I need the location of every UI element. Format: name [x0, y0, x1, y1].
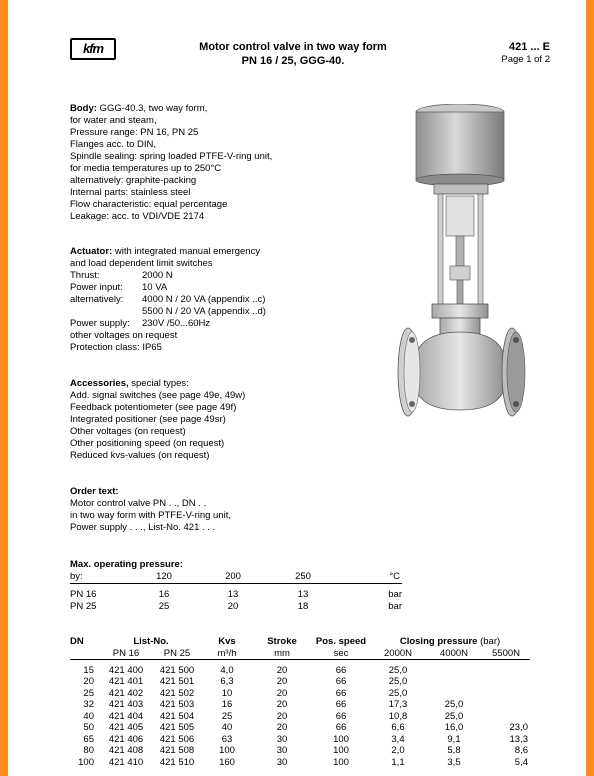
dn-cell: 421 402	[108, 687, 144, 699]
actuator-spec: Thrust: 2000 N	[70, 270, 173, 281]
dn-cell: 6,3	[220, 676, 234, 687]
dn-cell: 13,3	[509, 733, 528, 745]
dn-cell: 421 500	[159, 664, 195, 676]
dn-cell: 23,0	[509, 722, 528, 733]
body-line: Internal parts: stainless steel	[70, 187, 191, 198]
dn-table	[70, 636, 530, 768]
dn-subheader: 5500N	[492, 647, 520, 659]
dn-cell	[426, 676, 482, 688]
dn-cell: 421 401	[108, 676, 144, 687]
order-text-section	[70, 486, 231, 534]
product-code: 421 ... E	[509, 41, 550, 53]
dn-cell: 66	[335, 710, 347, 722]
dn-subheader: PN 16	[112, 647, 140, 659]
dn-cell: 10,8	[388, 710, 408, 722]
dn-cell: 421 406	[108, 733, 144, 745]
dn-cell: 4,0	[220, 664, 234, 676]
dn-cell: 100	[219, 745, 235, 756]
dn-cell	[482, 688, 530, 700]
dn-cell: 421 505	[159, 722, 195, 733]
dn-cell: 20	[276, 687, 288, 699]
dn-cell: 3,5	[447, 756, 461, 768]
pressure-cell: bar	[388, 600, 402, 612]
dn-cell: 160	[219, 756, 235, 768]
dn-row	[70, 722, 530, 734]
dn-subheader: PN 25	[163, 647, 191, 659]
dn-cell: 5,8	[447, 745, 461, 756]
body-first-line: Body: GGG-40.3, two way form,	[70, 103, 208, 114]
dn-cell	[482, 699, 530, 711]
dn-cell: 6,6	[391, 722, 405, 733]
dn-cell: 80	[83, 745, 94, 756]
dn-cell: 30	[276, 756, 288, 768]
actuator-spec: alternatively: 4000 N / 20 VA (appendix ..c)	[70, 294, 266, 305]
title-line-2: PN 16 / 25, GGG-40.	[241, 55, 345, 67]
dn-cell: 16,0	[444, 722, 464, 733]
dn-cell: 17,3	[388, 699, 408, 710]
pressure-heading: Max. operating pressure:	[70, 559, 183, 570]
pressure-header-cell: by:	[70, 571, 83, 582]
page-title	[158, 40, 428, 68]
listno-header: List-No.	[133, 636, 169, 647]
body-line: Spindle sealing: spring loaded PTFE-V-ring unit,	[70, 151, 273, 162]
dn-cell: 25,0	[388, 664, 408, 676]
dn-cell	[482, 676, 530, 688]
accessory-item: Add. signal switches (see page 49e, 49w)	[70, 390, 246, 401]
accessory-item: Integrated positioner (see page 49sr)	[70, 414, 226, 425]
dn-cell: 421 508	[159, 745, 195, 756]
dn-subheader	[70, 648, 100, 660]
pressure-header-cell: 120	[156, 571, 172, 582]
speed-header: Pos. speed	[315, 636, 367, 647]
dn-cell: 3,4	[391, 733, 405, 745]
dn-cell: 25	[221, 710, 233, 722]
dn-cell: 32	[83, 699, 94, 710]
dn-row	[70, 699, 530, 711]
order-line: Power supply . . ., List-No. 421 . . .	[70, 522, 216, 533]
accessories-section	[70, 378, 245, 462]
actuator-section	[70, 246, 266, 354]
dn-cell: 25,0	[388, 687, 408, 699]
body-line: Flanges acc. to DIN,	[70, 139, 157, 150]
dn-subheader: sec	[333, 647, 349, 659]
pressure-row	[70, 589, 402, 601]
dn-cell: 421 405	[108, 722, 144, 733]
dn-cell: 66	[335, 699, 347, 710]
dn-cell: 65	[83, 733, 94, 745]
dn-cell: 66	[335, 722, 347, 733]
dn-cell: 66	[335, 676, 347, 687]
dn-cell: 421 400	[108, 664, 144, 676]
actuator-line: other voltages on request	[70, 330, 178, 341]
dn-cell: 25,0	[444, 710, 464, 722]
title-line-1: Motor control valve in two way form	[199, 41, 387, 53]
dn-cell: 421 506	[159, 733, 195, 745]
dn-cell: 40	[83, 710, 94, 722]
body-line: Pressure range: PN 16, PN 25	[70, 127, 199, 138]
dn-cell	[426, 665, 482, 677]
datasheet-page	[8, 0, 586, 776]
dn-row	[70, 676, 530, 688]
dn-cell: 2,0	[391, 745, 405, 756]
dn-cell: 421 504	[159, 710, 195, 722]
dn-cell: 421 410	[108, 756, 144, 768]
dn-cell: 20	[276, 676, 288, 687]
dn-cell: 20	[83, 676, 94, 687]
dn-header: DN	[70, 636, 84, 647]
dn-cell: 16	[221, 699, 233, 710]
accessory-item: Reduced kvs-values (on request)	[70, 450, 210, 461]
actuator-spec: 5500 N / 20 VA (appendix ..d)	[142, 306, 266, 317]
pressure-cell: PN 16	[70, 589, 97, 600]
dn-cell: 20	[276, 664, 288, 676]
pressure-cell: 13	[227, 589, 239, 600]
accessory-item: Feedback potentiometer (see page 49f)	[70, 402, 237, 413]
dn-row	[70, 688, 530, 700]
pressure-cell: 18	[297, 600, 309, 612]
actuator-spec: Power supply: 230V /50...60Hz	[70, 318, 211, 329]
pressure-cell: 25	[158, 600, 170, 612]
dn-cell: 30	[276, 745, 288, 756]
actuator-line: Protection class: IP65	[70, 342, 162, 353]
dn-cell: 421 403	[108, 699, 144, 710]
dn-cell: 40	[221, 722, 233, 733]
pressure-cell: PN 25	[70, 600, 97, 612]
order-heading: Order text:	[70, 486, 119, 497]
dn-subheader: m³/h	[217, 647, 237, 659]
dn-row	[70, 745, 530, 757]
actuator-spec: Power input: 10 VA	[70, 282, 168, 293]
dn-cell: 100	[333, 745, 349, 756]
dn-cell: 10	[221, 687, 233, 699]
dn-cell: 421 408	[108, 745, 144, 756]
order-line: Motor control valve PN . ., DN . .	[70, 498, 207, 509]
dn-cell: 9,1	[447, 733, 461, 745]
kvs-header: Kvs	[218, 636, 236, 647]
dn-cell: 8,6	[514, 745, 528, 756]
pressure-header-cell: °C	[389, 571, 400, 582]
dn-cell: 50	[83, 722, 94, 733]
pressure-header-cell: 250	[295, 571, 311, 582]
dn-cell: 100	[333, 733, 349, 745]
pressure-cell: 16	[158, 589, 170, 600]
company-logo: kfm	[70, 38, 116, 60]
dn-header-row-1	[70, 636, 530, 648]
body-line: for media temperatures up to 250°C	[70, 163, 222, 174]
accessories-first-line: Accessories, special types:	[70, 378, 189, 389]
pressure-table	[70, 571, 402, 612]
pressure-header-cell: 200	[225, 571, 241, 582]
dn-cell: 66	[335, 664, 347, 676]
dn-cell: 100	[333, 756, 349, 768]
dn-cell: 30	[276, 733, 288, 745]
dn-row	[70, 757, 530, 769]
dn-cell: 20	[276, 722, 288, 733]
order-line: in two way form with PTFE-V-ring unit,	[70, 510, 232, 521]
dn-cell	[482, 665, 530, 677]
actuator-first-line: Actuator: with integrated manual emergency	[70, 246, 261, 257]
closing-header: Closing pressure (bar)	[399, 636, 501, 647]
accessory-item: Other positioning speed (on request)	[70, 438, 225, 449]
dn-cell: 421 510	[159, 756, 195, 768]
dn-row	[70, 711, 530, 723]
dn-cell: 1,1	[391, 756, 405, 768]
dn-header-row-2	[70, 648, 530, 660]
dn-cell: 421 404	[108, 710, 144, 722]
pressure-row	[70, 601, 402, 613]
dn-cell: 421 503	[159, 699, 195, 710]
accessory-item: Other voltages (on request)	[70, 426, 186, 437]
stroke-header: Stroke	[267, 636, 297, 647]
dn-row	[70, 665, 530, 677]
dn-subheader: mm	[274, 647, 290, 659]
body-line: Leakage: acc. to VDI/VDE 2174	[70, 211, 205, 222]
dn-cell	[482, 711, 530, 723]
body-line: alternatively: graphite-packing	[70, 175, 197, 186]
dn-cell: 421 502	[159, 687, 195, 699]
pressure-cell: bar	[388, 589, 402, 600]
pressure-cell: 20	[227, 600, 239, 612]
pressure-cell: 13	[297, 589, 309, 600]
actuator-line: and load dependent limit switches	[70, 258, 213, 269]
dn-cell: 63	[221, 733, 233, 745]
dn-cell: 20	[276, 699, 288, 710]
dn-cell: 66	[335, 687, 347, 699]
dn-subheader: 2000N	[384, 647, 412, 659]
dn-cell: 5,4	[514, 756, 528, 768]
dn-cell: 100	[78, 756, 94, 768]
dn-cell: 20	[276, 710, 288, 722]
dn-row	[70, 734, 530, 746]
body-line: Flow characteristic: equal percentage	[70, 199, 228, 210]
dn-cell: 25,0	[388, 676, 408, 687]
page-number: Page 1 of 2	[501, 54, 550, 65]
body-section	[70, 103, 272, 223]
body-line: for water and steam,	[70, 115, 157, 126]
dn-cell: 25,0	[444, 699, 464, 710]
dn-cell: 421 501	[159, 676, 195, 687]
dn-cell: 15	[83, 664, 94, 676]
pressure-header-row	[70, 571, 402, 583]
dn-cell	[426, 688, 482, 700]
dn-cell: 25	[83, 687, 94, 699]
dn-subheader: 4000N	[440, 647, 468, 659]
valve-image	[380, 104, 540, 430]
